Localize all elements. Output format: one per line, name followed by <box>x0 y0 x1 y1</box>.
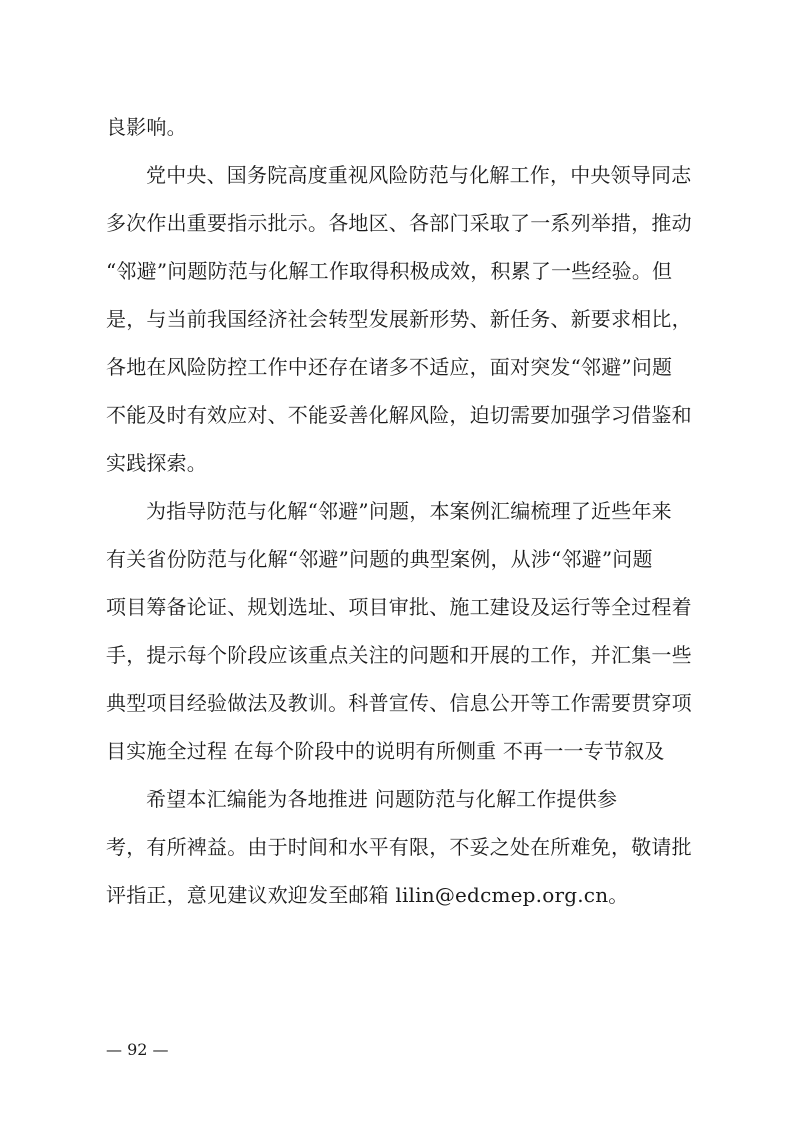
text-line: 多次作出重要指示批示。各地区、各部门采取了一系列举措，推动 <box>106 211 692 235</box>
text-line: “邻避”问题防范与化解工作取得积极成效，积累了一些经验。但 <box>106 259 673 283</box>
text-line: 典型项目经验做法及教训。科普宣传、信息公开等工作需要贯穿项 <box>106 691 692 715</box>
text-line: 良影响。 <box>106 115 187 139</box>
text-line: 项目筹备论证、规划选址、项目审批、施工建设及运行等全过程着 <box>106 595 692 619</box>
paragraph-start-line: 希望本汇编能为各地推进 问题防范与化解工作提供参 <box>146 787 618 811</box>
text-line: 实践探索。 <box>106 451 207 475</box>
text-line: 不能及时有效应对、不能妥善化解风险，迫切需要加强学习借鉴和 <box>106 403 692 427</box>
text-line: 手，提示每个阶段应该重点关注的问题和开展的工作，并汇集一些 <box>106 643 692 667</box>
text-line: 有关省份防范与化解“邻避”问题的典型案例，从涉“邻避”问题 <box>106 547 653 571</box>
text-line: 考，有所裨益。由于时间和水平有限，不妥之处在所难免，敬请批 <box>106 835 692 859</box>
text-line: 各地在风险防控工作中还存在诸多不适应，面对突发“邻避”问题 <box>106 355 673 379</box>
text-line: 评指正，意见建议欢迎发至邮箱 lilin@edcmep.org.cn。 <box>106 883 629 907</box>
paragraph-start-line: 党中央、国务院高度重视风险防范与化解工作，中央领导同志 <box>146 163 692 187</box>
text-line: 是，与当前我国经济社会转型发展新形势、新任务、新要求相比， <box>106 307 692 331</box>
text-line: 目实施全过程 在每个阶段中的说明有所侧重 不再一一专节叙及 <box>106 739 665 763</box>
page-number: — 92 — <box>106 1040 169 1059</box>
paragraph-start-line: 为指导防范与化解“邻避”问题，本案例汇编梳理了近些年来 <box>146 499 672 523</box>
